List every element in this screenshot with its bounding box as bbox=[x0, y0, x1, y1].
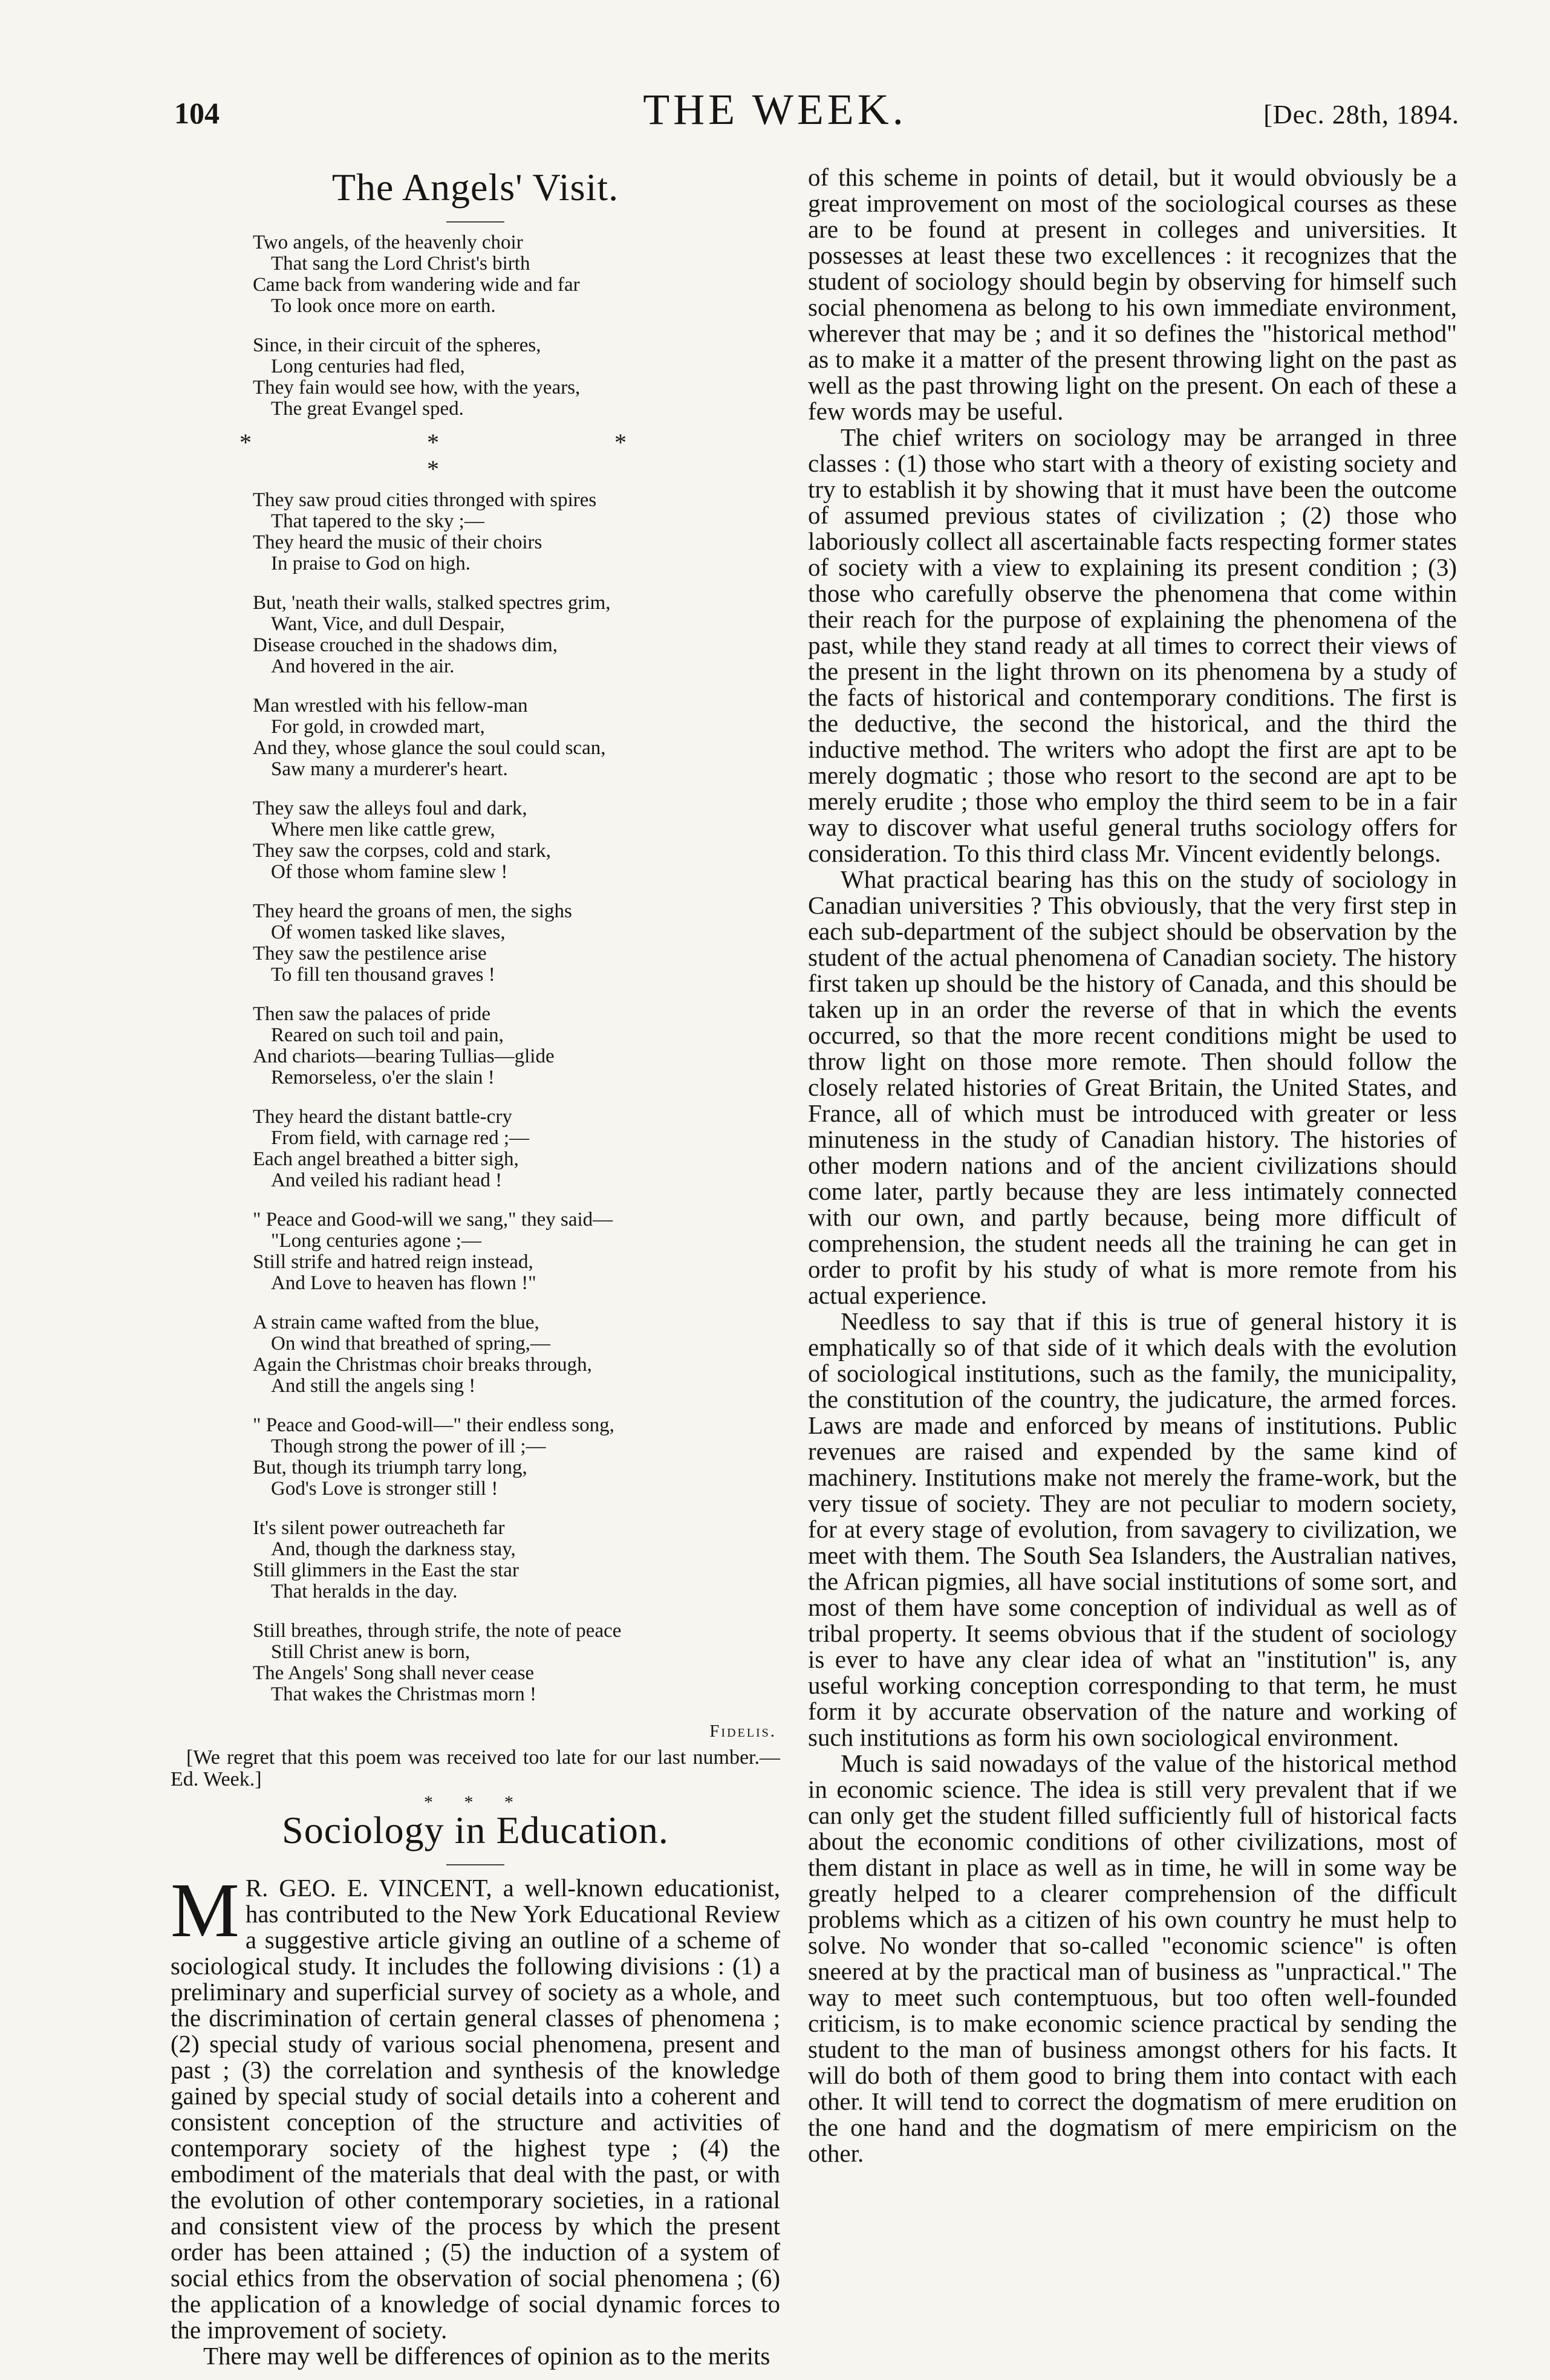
poem-line: To look once more on earth. bbox=[271, 295, 496, 317]
poem-line: And still the angels sing ! bbox=[271, 1375, 476, 1397]
poem-stanza bbox=[253, 490, 780, 574]
poem-line: They heard the music of their choirs bbox=[253, 532, 542, 553]
poem-line: The great Evangel sped. bbox=[271, 398, 464, 420]
poem-line: They saw the corpses, cold and stark, bbox=[253, 840, 552, 862]
poem-stanza bbox=[253, 1107, 780, 1191]
poem-line: Saw many a murderer's heart. bbox=[271, 758, 508, 780]
article-paragraph-continued: of this scheme in points of detail, but it would obviously be a great improvement on most of the sociological courses as these are to be found at present in colleges and universities. It possesses at least these two excellences : it recognizes that the student of sociology should begin by observing for himself such social phenomena as belong to his own immediate environment, wherever that may be ; and it so defines the "historical method" as to make it a matter of the present throwing light on the past as well as the past throwing light on the present. On each of these a few words may be useful. bbox=[808, 163, 1457, 425]
poem-line: Of those whom famine slew ! bbox=[271, 861, 508, 883]
poem-line: From field, with carnage red ;— bbox=[271, 1127, 530, 1149]
article-paragraph: Needless to say that if this is true of general history it is emphatically so of that side of it which deals with the evolution of sociological institutions, such as the family, the municipality, the constitution of the country, the judicature, the armed forces. Laws are made and enforced by means of institutions. Public revenues are raised and expended by the same kind of machinery. Institutions make not merely the frame-work, but the very tissue of society. They are not peculiar to modern society, for at every stage of evolution, from savagery to civilization, we meet with them. The South Sea Islanders, the Australian natives, the African pigmies, all have social institutions of some sort, and most of them have some conception of individual as well as of tribal property. It seems obvious that if the student of sociology is ever to have any clear idea of what an "institution" is, any useful working conception corresponding to that term, he must form it by accurate observation of the nature and working of such institutions as form his own sociological environment. bbox=[808, 1307, 1457, 1751]
poem-line: And, though the darkness stay, bbox=[271, 1538, 516, 1560]
article-title-rule bbox=[446, 1864, 504, 1865]
poem-line: Disease crouched in the shadows dim, bbox=[253, 634, 558, 656]
article-paragraph: There may well be differences of opinion as to the merits bbox=[203, 2342, 770, 2370]
poem-line: They heard the distant battle-cry bbox=[253, 1106, 512, 1128]
poem-stanza bbox=[253, 1209, 780, 1294]
poem-line: That sang the Lord Christ's birth bbox=[271, 253, 530, 275]
drop-cap: M bbox=[171, 1867, 239, 1953]
poem-line: It's silent power outreacheth far bbox=[253, 1517, 505, 1539]
poem-line: " Peace and Good-will we sang," they said— bbox=[253, 1209, 613, 1231]
page-number: 104 bbox=[174, 96, 220, 130]
poem-line: But, though its triumph tarry long, bbox=[253, 1457, 527, 1478]
poem-stanza bbox=[253, 901, 780, 986]
poem-line: Still Christ anew is born, bbox=[271, 1641, 471, 1663]
poem-stanza bbox=[253, 335, 780, 420]
poem-line: And they, whose glance the soul could scan, bbox=[253, 737, 606, 759]
poem-line: And veiled his radiant head ! bbox=[271, 1169, 503, 1191]
poem-line: In praise to God on high. bbox=[271, 553, 471, 574]
poem-line: They saw the pestilence arise bbox=[253, 943, 487, 964]
poem-line: Still glimmers in the East the star bbox=[253, 1559, 519, 1581]
poem-line: A strain came wafted from the blue, bbox=[253, 1312, 539, 1333]
poem-line: They saw the alleys foul and dark, bbox=[253, 798, 527, 819]
poem-stanza bbox=[253, 798, 780, 883]
poem-line: And chariots—bearing Tullias—glide bbox=[253, 1045, 555, 1067]
poem-line: That wakes the Christmas morn ! bbox=[271, 1683, 536, 1705]
poem-line: On wind that breathed of spring,— bbox=[271, 1333, 550, 1354]
poem-line: Two angels, of the heavenly choir bbox=[253, 232, 523, 253]
article-body-left bbox=[171, 1867, 780, 2370]
poem-stanza bbox=[253, 232, 780, 317]
poem-line: Where men like cattle grew, bbox=[271, 819, 495, 840]
poem-line: Remorseless, o'er the slain ! bbox=[271, 1067, 495, 1088]
poem-line: Want, Vice, and dull Despair, bbox=[271, 613, 505, 635]
title-rule bbox=[446, 221, 504, 223]
poem-signature: Fidelis. bbox=[709, 1722, 777, 1741]
poem-line: But, 'neath their walls, stalked spectres grim, bbox=[253, 592, 611, 614]
article-first-paragraph bbox=[171, 1867, 780, 2344]
poem-line: Then saw the palaces of pride bbox=[253, 1003, 491, 1025]
poem-line: Again the Christmas choir breaks through, bbox=[253, 1354, 592, 1376]
article-title: Sociology in Education. bbox=[282, 1809, 669, 1852]
poem-stanza bbox=[253, 1621, 780, 1705]
poem-title: The Angels' Visit. bbox=[331, 166, 619, 209]
poem-line: Of women tasked like slaves, bbox=[271, 922, 506, 943]
poem-line: God's Love is stronger still ! bbox=[271, 1478, 498, 1500]
running-header bbox=[0, 85, 1550, 139]
article-paragraph: What practical bearing has this on the study of sociology in Canadian universities ? This obviously, that the very first step in each sub-department of the subject should be observation by the student of the actual phenomena of Canadian society. The history first taken up should be the history of Canada, and this should be taken up in an order the reverse of that in which the events occurred, so that the more recent conditions might be used to throw light on those more remote. Then should follow the closely related histories of Great Britain, the United States, and France, all of which must be introduced with greater or less minuteness in the study of Canadian history. The histories of other modern nations and of the ancient civilizations should come later, partly because they are less intimately connected with our own, and partly because, being more difficult of comprehension, the student needs all the training he can get in order to profit by his study of what is more remote from his actual experience. bbox=[808, 865, 1457, 1309]
left-column bbox=[171, 164, 780, 2369]
poem-line: They saw proud cities thronged with spires bbox=[253, 489, 597, 511]
poem-line: And Love to heaven has flown !" bbox=[271, 1272, 536, 1294]
poem-line: For gold, in crowded mart, bbox=[271, 716, 485, 738]
poem-stanza bbox=[253, 1415, 780, 1500]
poem-line: " Peace and Good-will—" their endless song, bbox=[253, 1414, 614, 1436]
editor-note: [We regret that this poem was received too late for our last number.—Ed. Week.] bbox=[171, 1746, 780, 1790]
article-paragraph: Much is said nowadays of the value of the historical method in economic science. The idea is still very prevalent that if we can only get the student filled sufficiently full of historical facts about the economic conditions of other civilizations, most of them distant in place as well as in time, he will in some way be greatly helped to a clearer comprehension of the difficult problems which as a citizen of his own country he must help to solve. No wonder that so-called "economic science" is often sneered at by the practical man of business as "unpractical." The way to meet such contemptuous, but too often well-founded criticism, is to make economic science practical by sending the student to the man of business amongst others for his facts. It will do both of them good to bring them into contact with each other. It will tend to correct the dogmatism of mere erudition on the one hand and the dogmatism of mere empiricism on the other. bbox=[808, 1749, 1457, 2167]
poem-line: Came back from wandering wide and far bbox=[253, 274, 580, 296]
poem-stanza bbox=[253, 1312, 780, 1397]
poem-body bbox=[239, 232, 780, 1705]
first-paragraph-text: R. GEO. E. VINCENT, a well-known educationist, has contributed to the New York Educational Review a suggestive article giving an outline of a scheme of sociological study. It includes the following divisions : (1) a preliminary and superficial survey of society as a whole, and the discrimination of certain general classes of phenomena ; (2) special study of various social phenomena, present and past ; (3) the correlation and synthesis of the knowledge gained by special study of social details into a coherent and consistent conception of the structure and activities of contemporary society of the highest type ; (4) the embodiment of the materials that deal with the past, or with the evolution of other contemporary societies, in a rational and consistent view of the process by which the present order has been attained ; (5) the induction of a system of social ethics from the observation of social phenomena ; (6) the application of a knowledge of social dynamic forces to the improvement of society. bbox=[171, 1874, 780, 2344]
poem-line: That heralds in the day. bbox=[271, 1581, 458, 1602]
poem-line: Though strong the power of ill ;— bbox=[271, 1435, 546, 1457]
poem-line: Still strife and hatred reign instead, bbox=[253, 1251, 533, 1273]
poem-line: Man wrestled with his fellow-man bbox=[253, 695, 528, 717]
poem-line: Since, in their circuit of the spheres, bbox=[253, 334, 541, 356]
poem-line: To fill ten thousand graves ! bbox=[271, 964, 495, 986]
poem-line: The Angels' Song shall never cease bbox=[253, 1662, 535, 1684]
poem-line: "Long centuries agone ;— bbox=[271, 1230, 481, 1252]
poem-stanza bbox=[253, 593, 780, 677]
stanza-break-stars: * * * * bbox=[239, 429, 711, 483]
poem-stanza bbox=[253, 1004, 780, 1088]
poem-stanza bbox=[253, 695, 780, 780]
poem-line: That tapered to the sky ;— bbox=[271, 510, 484, 532]
poem-line: Still breathes, through strife, the note of peace bbox=[253, 1620, 622, 1642]
article-paragraph: The chief writers on sociology may be arranged in three classes : (1) those who start with a theory of existing society and try to establish it by showing that it must have been the outcome of assumed previous states of civilization ; (2) those who laboriously collect all ascertainable facts respecting former states of society with a view to explaining its present condition ; (3) those who carefully observe the phenomena that come within their reach for the purpose of explaining the phenomena of the past, while they stand ready at all times to correct their views of the present in the light thrown on its phenomena by a study of the facts of historical and contemporary conditions. The first is the deductive, the second the historical, and the third the inductive method. The writers who adopt the first are apt to be merely dogmatic ; those who resort to the second are apt to be merely erudite ; those who employ the third seem to be in a fair way to discover what useful general truths sociology offers for consideration. To this third class Mr. Vincent evidently belongs. bbox=[808, 423, 1457, 867]
journal-title: THE WEEK. bbox=[643, 85, 907, 134]
poem-line: Each angel breathed a bitter sigh, bbox=[253, 1148, 519, 1170]
issue-date: [Dec. 28th, 1894. bbox=[1263, 100, 1459, 129]
poem-line: And hovered in the air. bbox=[271, 655, 455, 677]
poem-line: They heard the groans of men, the sighs bbox=[253, 900, 572, 922]
poem-line: Long centuries had fled, bbox=[271, 356, 465, 377]
section-separator: * * * bbox=[424, 1792, 527, 1812]
poem-line: Reared on such toil and pain, bbox=[271, 1024, 504, 1046]
poem-stanza bbox=[253, 1518, 780, 1602]
poem-line: They fain would see how, with the years, bbox=[253, 377, 581, 398]
right-column bbox=[808, 164, 1457, 2167]
